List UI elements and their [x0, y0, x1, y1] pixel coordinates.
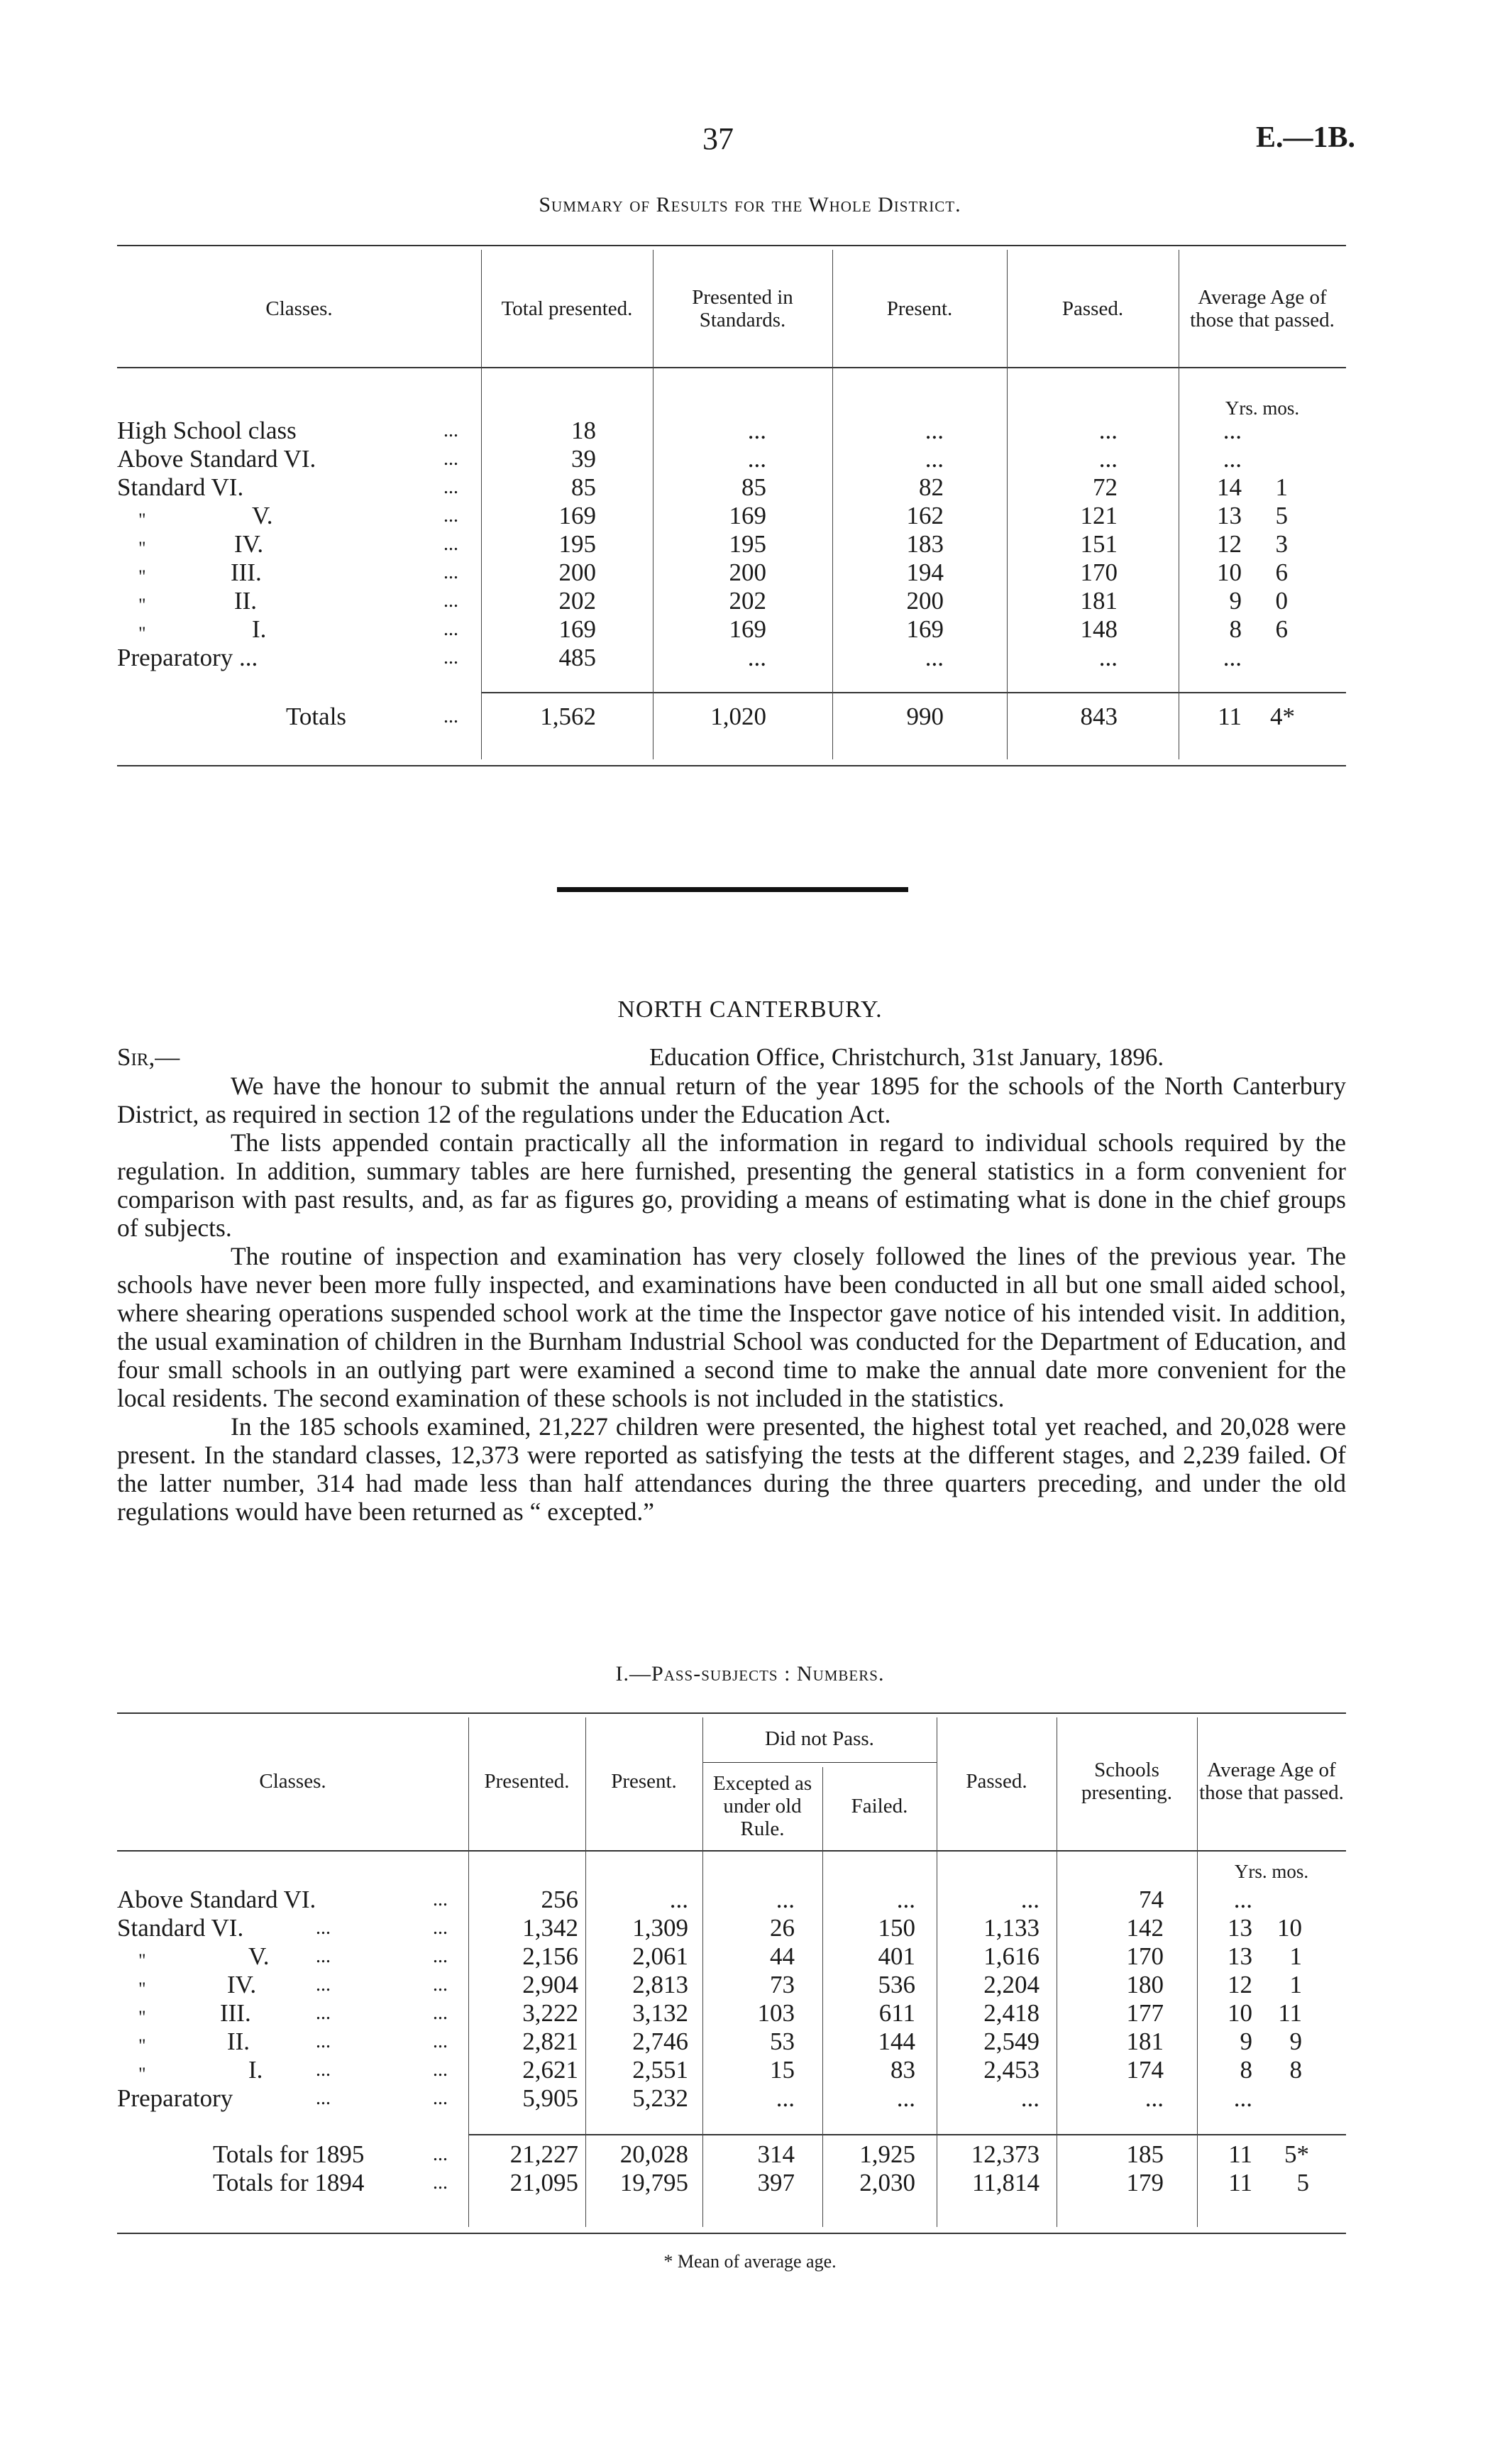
leader-dots: ... [433, 1974, 448, 1996]
total-age-yrs: 11 [1228, 2169, 1252, 2196]
cell-passed: 2,418 [983, 1999, 1039, 2027]
cell-presented: 2,821 [522, 2028, 578, 2055]
leader-dots: ... [433, 2002, 448, 2024]
cell-age-yrs: 14 [1217, 473, 1242, 501]
cell-schools: 74 [1139, 1886, 1164, 1913]
cell-age-mos: 0 [1275, 587, 1288, 615]
column-header-failed: Failed. [851, 1795, 908, 1817]
cell-present: 162 [906, 502, 944, 529]
ditto-mark: " [138, 2007, 146, 2028]
cell-present: 1,309 [632, 1914, 688, 1942]
totals-row [117, 2140, 1346, 2169]
total-age-mos: 5* [1284, 2140, 1309, 2168]
footnote: * Mean of average age. [663, 2251, 837, 2272]
cell-failed: 144 [878, 2028, 915, 2055]
table-row [117, 1999, 1346, 2028]
cell-present: 183 [906, 530, 944, 558]
table-row [117, 559, 1346, 587]
column-header: Passed. [1061, 297, 1124, 320]
cell-presented: 3,222 [522, 1999, 578, 2027]
table-row [117, 417, 1346, 445]
cell-present: 169 [906, 615, 944, 643]
cell-passed: 121 [1080, 502, 1118, 529]
cell-age-yrs: 9 [1229, 587, 1242, 615]
cell-presented: 256 [541, 1886, 578, 1913]
table-row [117, 445, 1346, 473]
cell-total: 202 [558, 587, 596, 615]
ditto-mark: " [138, 2064, 146, 2084]
totals-label: Totals for 1894 [213, 2169, 365, 2196]
table-row [117, 530, 1346, 559]
cell-passed: 1,133 [983, 1914, 1039, 1942]
table-row [117, 2028, 1346, 2056]
cell-age-mos: 8 [1289, 2056, 1302, 2084]
cell-failed: ... [896, 1886, 915, 1913]
cell-age-yrs: 13 [1228, 1942, 1252, 1970]
column-header: Presented in Standards. [692, 286, 793, 331]
leader-dots: ... [316, 2002, 331, 2024]
class-label: I. [252, 615, 267, 643]
column-header: Present. [886, 297, 953, 320]
cell-present: 2,061 [632, 1942, 688, 1970]
column-header-did-not-pass: Did not Pass. [765, 1727, 874, 1750]
paragraph: In the 185 schools examined, 21,227 children were presented, the highest total yet reached, and 20,028 were present. In the standard classes, 12,373 were reported as satisfying the tests at the different stages, and 2,239 failed. Of the latter number, 314 had made less than half attendances during the three quarters preceding, and under the old regulations would have been returned as “ excepted.” [117, 1412, 1346, 1526]
cell-present: 2,746 [632, 2028, 688, 2055]
cell-standards: ... [747, 445, 766, 473]
cell-present: 3,132 [632, 1999, 688, 2027]
cell-age-yrs: ... [1223, 417, 1242, 444]
table-row [117, 473, 1346, 502]
totals-label: Totals [286, 703, 347, 730]
column-header-present: Present. [611, 1770, 677, 1793]
leader-dots: ... [433, 2087, 448, 2109]
cell-standards: 195 [729, 530, 766, 558]
column-header-schools: Schools presenting. [1081, 1759, 1173, 1804]
leader-dots: ... [443, 505, 458, 527]
cell-passed: ... [1098, 445, 1118, 473]
salutation: Sir,— [117, 1043, 180, 1071]
leader-dots: ... [443, 533, 458, 555]
cell-age-mos: 1 [1289, 1971, 1302, 1998]
class-label: II. [234, 587, 258, 615]
leader-dots: ... [433, 2059, 448, 2081]
table-top-rule [117, 245, 1346, 246]
age-units: Yrs. mos. [1225, 397, 1300, 419]
class-label: High School class [117, 417, 297, 444]
cell-age-mos: 10 [1277, 1914, 1302, 1942]
cell-passed: 148 [1080, 615, 1118, 643]
total-passed: 11,814 [972, 2169, 1039, 2196]
table-row [117, 1942, 1346, 1971]
cell-schools: 174 [1126, 2056, 1164, 2084]
leader-dots: ... [316, 2087, 331, 2109]
document-reference: E.—1B. [1256, 121, 1356, 154]
class-label: Above Standard VI. [117, 1886, 316, 1913]
cell-presented: 5,905 [522, 2084, 578, 2112]
totals-label: Totals for 1895 [213, 2140, 365, 2168]
header-rule [117, 367, 1346, 368]
cell-passed: 72 [1093, 473, 1118, 501]
table-row [117, 587, 1346, 615]
cell-excepted: ... [776, 2084, 795, 2112]
leader-dots: ... [443, 476, 458, 498]
column-header-age: Average Age of those that passed. [1199, 1759, 1344, 1804]
cell-schools: 181 [1126, 2028, 1164, 2055]
leader-dots: ... [433, 2030, 448, 2052]
cell-schools: 180 [1126, 1971, 1164, 1998]
total-age-yrs: 11 [1218, 703, 1242, 730]
leader-dots: ... [443, 419, 458, 441]
leader-dots: ... [433, 1888, 448, 1910]
cell-presented: 2,156 [522, 1942, 578, 1970]
cell-standards: ... [747, 417, 766, 444]
table-row [117, 2056, 1346, 2084]
cell-failed: 401 [878, 1942, 915, 1970]
total-present: 20,028 [619, 2140, 688, 2168]
cell-excepted: 103 [757, 1999, 795, 2027]
cell-present: 2,551 [632, 2056, 688, 2084]
total-schools: 179 [1126, 2169, 1164, 2196]
cell-passed: ... [1098, 644, 1118, 671]
cell-age-mos: 6 [1275, 559, 1288, 586]
class-label: III. [220, 1999, 251, 2027]
total-excepted: 397 [757, 2169, 795, 2196]
class-label: Preparatory [117, 2084, 233, 2112]
cell-age-yrs: ... [1223, 445, 1242, 473]
table-bottom-rule [117, 2233, 1346, 2234]
cell-age-mos: 6 [1275, 615, 1288, 643]
table-row [117, 2084, 1346, 2113]
cell-schools: 177 [1126, 1999, 1164, 2027]
class-label: Standard VI. [117, 1914, 244, 1942]
cell-present: 5,232 [632, 2084, 688, 2112]
cell-age-yrs: 13 [1228, 1914, 1252, 1942]
cell-age-yrs: 12 [1228, 1971, 1252, 1998]
cell-age-yrs: 13 [1217, 502, 1242, 529]
total-passed: 843 [1080, 703, 1118, 730]
class-label: II. [227, 2028, 250, 2055]
class-label: I. [248, 2056, 263, 2084]
leader-dots: ... [443, 590, 458, 612]
class-label: IV. [234, 530, 264, 558]
total-presented: 21,227 [509, 2140, 578, 2168]
ditto-mark: " [138, 510, 146, 530]
leader-dots: ... [316, 2059, 331, 2081]
cell-standards: 85 [741, 473, 766, 501]
cell-excepted: 26 [770, 1914, 795, 1942]
ditto-mark: " [138, 1979, 146, 1999]
total-failed: 2,030 [859, 2169, 915, 2196]
section-heading: NORTH CANTERBURY. [617, 996, 883, 1023]
cell-schools: 170 [1126, 1942, 1164, 1970]
cell-age-mos: 3 [1275, 530, 1288, 558]
total-schools: 185 [1126, 2140, 1164, 2168]
paragraph: The routine of inspection and examination has very closely followed the lines of the previous year. The schools have never been more fully inspected, and examinations have been conducted in all but one small aided school, where shearing operations suspended school work at the time the Inspector gave notice of his intended visit. In addition, the usual examination of children in the Burnham Industrial School was conducted for the Department of Education, and four small schools in an outlying part were examined a second time to make the annual date more convenient for the local residents. The second examination of these schools is not included in the statistics. [117, 1242, 1346, 1412]
section-divider [557, 887, 908, 892]
cell-failed: ... [896, 2084, 915, 2112]
cell-excepted: ... [776, 1886, 795, 1913]
cell-standards: ... [747, 644, 766, 671]
totals-row [117, 703, 1346, 731]
column-header-excepted: Excepted as under old Rule. [712, 1772, 812, 1840]
total-age-yrs: 11 [1228, 2140, 1252, 2168]
did-not-pass-rule [702, 1762, 937, 1763]
leader-dots: ... [316, 1945, 331, 1967]
cell-passed: 1,616 [983, 1942, 1039, 1970]
table-top-rule [117, 1712, 1346, 1714]
paragraph: The lists appended contain practically all the information in regard to individual schools required by the regulation. In addition, summary tables are here furnished, presenting the general statistics in a form convenient for comparison with past results, and, as far as figures go, providing a means of estimating what is done in the chief groups of subjects. [117, 1128, 1346, 1242]
cell-present: 82 [919, 473, 944, 501]
cell-age-yrs: ... [1223, 644, 1242, 671]
cell-standards: 202 [729, 587, 766, 615]
header-rule [117, 1850, 1346, 1852]
leader-dots: ... [316, 1917, 331, 1939]
table-row [117, 1914, 1346, 1942]
cell-failed: 536 [878, 1971, 915, 1998]
class-label: IV. [227, 1971, 257, 1998]
cell-age-yrs: ... [1233, 1886, 1252, 1913]
class-label: III. [231, 559, 262, 586]
leader-dots: ... [443, 647, 458, 669]
cell-present: 200 [906, 587, 944, 615]
table-bottom-rule [117, 765, 1346, 766]
cell-presented: 1,342 [522, 1914, 578, 1942]
totals-rule [468, 2134, 1346, 2135]
total-passed: 12,373 [971, 2140, 1039, 2168]
cell-total: 169 [558, 615, 596, 643]
cell-passed: 170 [1080, 559, 1118, 586]
cell-schools: 142 [1126, 1914, 1164, 1942]
cell-present: 2,813 [632, 1971, 688, 1998]
class-label: V. [252, 502, 273, 529]
table1-title: Summary of Results for the Whole District. [539, 193, 961, 216]
leader-dots: ... [443, 561, 458, 583]
cell-failed: 611 [878, 1999, 915, 2027]
cell-standards: 200 [729, 559, 766, 586]
column-header: Classes. [265, 297, 333, 320]
column-header-classes: Classes. [259, 1770, 326, 1793]
table-row [117, 1886, 1346, 1914]
cell-total: 39 [571, 445, 596, 473]
cell-passed: 2,204 [983, 1971, 1039, 1998]
cell-age-mos: 5 [1275, 502, 1288, 529]
cell-age-mos: 1 [1275, 473, 1288, 501]
cell-present: ... [925, 445, 944, 473]
cell-passed: ... [1098, 417, 1118, 444]
cell-age-mos: 1 [1289, 1942, 1302, 1970]
ditto-mark: " [138, 2035, 146, 2056]
class-label: Standard VI. [117, 473, 244, 501]
cell-present: 194 [906, 559, 944, 586]
table-row [117, 644, 1346, 672]
ditto-mark: " [138, 595, 146, 615]
table2-title: I.—Pass-subjects : Numbers. [615, 1662, 885, 1685]
totals-row [117, 2169, 1346, 2197]
column-header-passed: Passed. [966, 1770, 1027, 1793]
cell-excepted: 73 [770, 1971, 795, 1998]
leader-dots: ... [433, 1917, 448, 1939]
leader-dots: ... [433, 2143, 448, 2165]
letter-body [117, 1072, 1346, 1526]
cell-present: ... [669, 1886, 688, 1913]
leader-dots: ... [316, 2030, 331, 2052]
ditto-mark: " [138, 1950, 146, 1971]
cell-excepted: 44 [770, 1942, 795, 1970]
cell-total: 200 [558, 559, 596, 586]
cell-total: 485 [558, 644, 596, 671]
class-label: Above Standard VI. [117, 445, 316, 473]
cell-total: 18 [571, 417, 596, 444]
cell-age-mos: 9 [1289, 2028, 1302, 2055]
cell-passed: 181 [1080, 587, 1118, 615]
ditto-mark: " [138, 623, 146, 644]
cell-age-yrs: 10 [1228, 1999, 1252, 2027]
total-age-mos: 5 [1296, 2169, 1309, 2196]
total-total: 1,562 [540, 703, 596, 730]
cell-present: ... [925, 417, 944, 444]
cell-present: ... [925, 644, 944, 671]
cell-passed: ... [1020, 2084, 1039, 2112]
cell-age-yrs: ... [1233, 2084, 1252, 2112]
cell-age-yrs: 9 [1240, 2028, 1252, 2055]
cell-age-yrs: 8 [1229, 615, 1242, 643]
cell-excepted: 15 [770, 2056, 795, 2084]
column-header: Average Age of those that passed. [1190, 286, 1335, 331]
cell-age-yrs: 12 [1217, 530, 1242, 558]
table-row [117, 615, 1346, 644]
leader-dots: ... [443, 448, 458, 470]
cell-presented: 2,904 [522, 1971, 578, 1998]
paragraph: We have the honour to submit the annual return of the year 1895 for the schools of the North Canterbury District, as required in section 12 of the regulations under the Education Act. [117, 1072, 1346, 1128]
total-standards: 1,020 [710, 703, 766, 730]
leader-dots: ... [316, 1974, 331, 1996]
page-number: 37 [702, 121, 734, 156]
total-age-mos: 4* [1270, 703, 1295, 730]
column-header-presented: Presented. [484, 1770, 570, 1793]
cell-excepted: 53 [770, 2028, 795, 2055]
cell-standards: 169 [729, 502, 766, 529]
leader-dots: ... [443, 705, 458, 727]
cell-age-mos: 11 [1278, 1999, 1302, 2027]
cell-failed: 83 [890, 2056, 915, 2084]
leader-dots: ... [433, 1945, 448, 1967]
total-excepted: 314 [757, 2140, 795, 2168]
total-present: 990 [906, 703, 944, 730]
class-label: Preparatory ... [117, 644, 258, 671]
total-failed: 1,925 [859, 2140, 915, 2168]
leader-dots: ... [433, 2172, 448, 2194]
total-present: 19,795 [619, 2169, 688, 2196]
cell-age-yrs: 10 [1217, 559, 1242, 586]
cell-schools: ... [1145, 2084, 1164, 2112]
cell-passed: ... [1020, 1886, 1039, 1913]
ditto-mark: " [138, 538, 146, 559]
cell-passed: 2,453 [983, 2056, 1039, 2084]
cell-age-yrs: 8 [1240, 2056, 1252, 2084]
age-units: Yrs. mos. [1234, 1861, 1309, 1882]
ditto-mark: " [138, 566, 146, 587]
cell-passed: 151 [1080, 530, 1118, 558]
table-row [117, 502, 1346, 530]
totals-rule [481, 692, 1346, 693]
cell-passed: 2,549 [983, 2028, 1039, 2055]
cell-total: 195 [558, 530, 596, 558]
leader-dots: ... [443, 618, 458, 640]
table-row [117, 1971, 1346, 1999]
cell-standards: 169 [729, 615, 766, 643]
cell-total: 169 [558, 502, 596, 529]
total-presented: 21,095 [509, 2169, 578, 2196]
column-header: Total presented. [501, 297, 633, 320]
cell-presented: 2,621 [522, 2056, 578, 2084]
cell-total: 85 [571, 473, 596, 501]
class-label: V. [248, 1942, 270, 1970]
cell-failed: 150 [878, 1914, 915, 1942]
dateline: Education Office, Christchurch, 31st January, 1896. [649, 1043, 1164, 1071]
